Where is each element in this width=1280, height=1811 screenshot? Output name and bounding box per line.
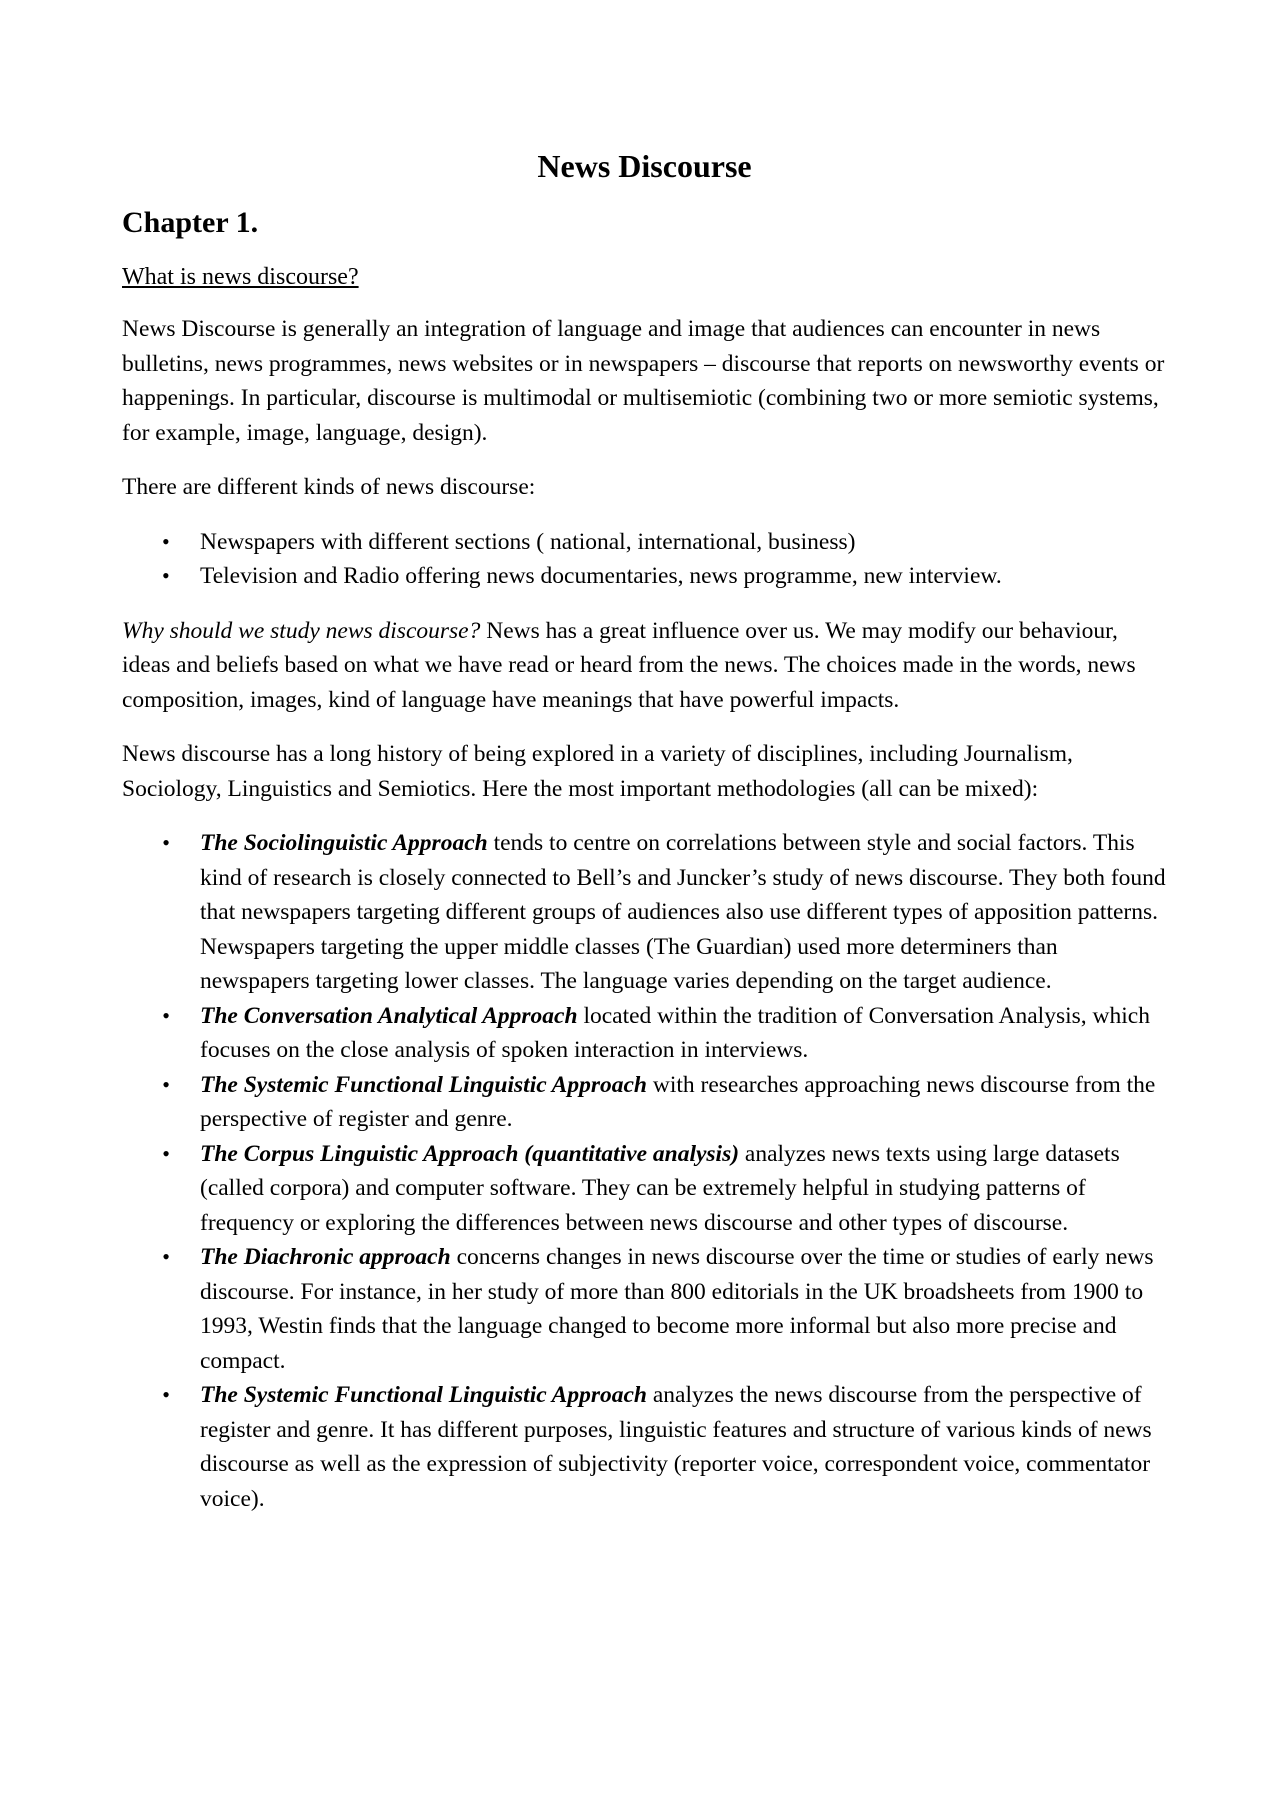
approach-term: The Corpus Linguistic Approach (quantitative analysis) — [200, 1140, 740, 1167]
list-item-text: Television and Radio offering news documentaries, news programme, new interview. — [200, 563, 1002, 589]
list-item — [122, 1378, 1167, 1516]
approach-text: analyzes news texts using large datasets (called corpora) and computer software. They can be extremely helpful in studying patterns of frequency or exploring the differences between news discourse and other types of discourse. — [200, 1140, 1120, 1236]
approach-text: with researches approaching news discourse from the perspective of register and genre. — [200, 1071, 1156, 1132]
list-item — [122, 1137, 1167, 1241]
list-item-text: Newspapers with different sections ( national, international, business) — [200, 528, 856, 555]
why-question: Why should we study news discourse? — [122, 617, 481, 644]
approach-term: The Diachronic approach — [200, 1244, 451, 1270]
intro-paragraph: News Discourse is generally an integration of language and image that audiences can encounter in news bulletins, news programmes, news websites or in newspapers – discourse that reports on newsworthy events or happenings. In particular, discourse is multimodal or multisemiotic (combining two or more semiotic systems, for example, image, language, design). — [122, 316, 1165, 446]
list-item — [122, 525, 1167, 560]
bullet-icon: • — [162, 528, 170, 554]
approach-term: The Sociolinguistic Approach — [200, 830, 488, 856]
document-title: News Discourse — [537, 148, 752, 184]
approach-term: The Systemic Functional Linguistic Approach — [200, 1382, 647, 1408]
bullet-icon: • — [162, 830, 170, 855]
list-item — [122, 826, 1167, 999]
bullet-icon: • — [162, 1002, 170, 1028]
kinds-intro: There are different kinds of news discourse: — [122, 474, 536, 500]
bullet-icon: • — [162, 563, 170, 588]
approach-term: The Systemic Functional Linguistic Approach — [200, 1071, 647, 1098]
approach-text: located within the tradition of Conversation Analysis, which focuses on the close analysis of spoken interaction in interviews. — [200, 1002, 1150, 1063]
section-subheading: What is news discourse? — [122, 264, 359, 290]
approach-text: tends to centre on correlations between style and social factors. This kind of research is closely connected to Bell’s and Juncker’s study of news discourse. They both found that newspapers targeting different groups of audiences also use different types of apposition patterns. Newspapers targeting the upper middle classes (The Guardian) used more determiners than newspapers targeting lower classes. The language varies depending on the target audience. — [200, 830, 1166, 994]
list-item — [122, 1240, 1167, 1378]
why-text: News has a great influence over us. We may modify our behaviour, ideas and beliefs based on what we have read or heard from the news. The choices made in the words, news composition, images, kind of language have meanings that have powerful impacts. — [122, 617, 1136, 713]
bullet-icon: • — [162, 1140, 170, 1166]
bullet-icon: • — [162, 1244, 170, 1269]
why-paragraph — [122, 614, 1167, 718]
approach-term: The Conversation Analytical Approach — [200, 1002, 578, 1029]
bullet-icon: • — [162, 1382, 170, 1407]
list-item — [122, 559, 1167, 594]
history-paragraph: News discourse has a long history of being explored in a variety of disciplines, including Journalism, Sociology, Linguistics and Semiotics. Here the most important methodologies (all can be mixed): — [122, 741, 1073, 802]
list-item — [122, 999, 1167, 1068]
list-item — [122, 1068, 1167, 1137]
approaches-list — [122, 826, 1167, 1516]
document-page — [122, 146, 1167, 1536]
kinds-list — [122, 525, 1167, 594]
bullet-icon: • — [162, 1071, 170, 1097]
chapter-heading: Chapter 1. — [122, 206, 259, 239]
approach-text: concerns changes in news discourse over the time or studies of early news discourse. For instance, in her study of more than 800 editorials in the UK broadsheets from 1900 to 1993, Westin finds that the language changed to become more informal but also more precise and compact. — [200, 1244, 1154, 1374]
approach-text: analyzes the news discourse from the perspective of register and genre. It has different purposes, linguistic features and structure of various kinds of news discourse as well as the expression of subjectivity (reporter voice, correspondent voice, commentator voice). — [200, 1382, 1152, 1512]
